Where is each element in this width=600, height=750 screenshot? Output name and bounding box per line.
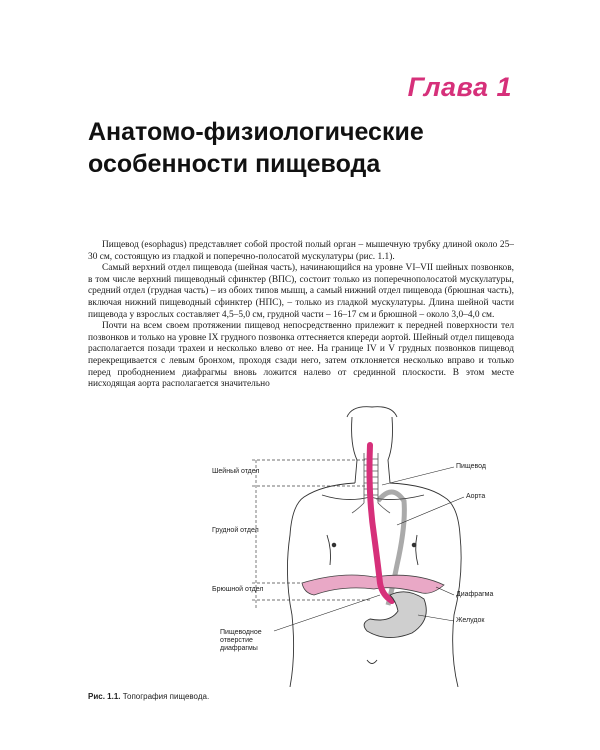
label-esophagus: Пищевод [456, 463, 486, 470]
caption-text: Топография пищевода. [122, 692, 210, 701]
label-cervical: Шейный отдел [212, 468, 260, 475]
paragraph-1: Пищевод (esophagus) представляет собой простой полый орган – мышечную трубку длиной около 25–30 см, состоящую из гладкой и поперечно-полосатой мускулатуры (рис. 1.1). [88, 240, 514, 262]
paragraph-3: Почти на всем своем протяжении пищевод непосредственно прилежит к передней поверхности тел позвонков и только на уровне IX грудного позвонка оттесняется кпереди аортой. Шейный отдел пищевода располагается позади трахеи и несколько влево от нее. На границе IV и V грудных позвонков пищевод перекрещивается с левым бронхом, проходя сзади него, затем отклоняется несколько вправо и только перед прободнением диафрагмы вновь ложится налево от срединной плоскости. В этом месте нисходящая аорта располагается значительно [88, 321, 514, 390]
figure-caption [88, 692, 209, 701]
esophagus-topography-figure [192, 405, 522, 687]
label-hiatus: Пищеводное отверстие диафрагмы [220, 629, 262, 652]
stomach-shape [364, 592, 426, 638]
page-title [88, 116, 528, 180]
diaphragm-shape [302, 575, 444, 595]
title-line-1: Анатомо-физиологические [88, 118, 424, 146]
body-text [88, 240, 514, 391]
label-abdominal: Брюшной отдел [212, 586, 264, 593]
label-aorta: Аорта [466, 493, 486, 500]
label-diaphragm: Диафрагма [456, 591, 494, 598]
chapter-heading: Глава 1 [407, 72, 512, 102]
caption-label: Рис. 1.1. [88, 692, 121, 701]
title-line-2: особенности пищевода [88, 150, 381, 178]
label-thoracic: Грудной отдел [212, 527, 259, 534]
label-stomach: Желудок [456, 617, 485, 624]
paragraph-2: Самый верхний отдел пищевода (шейная часть), начинающийся на уровне VI–VII шейных позвонков, в том числе верхний пищеводный сфинктер (ВПС), состоит только из поперечнополосатой мускулатуры, средний отдел (грудная часть) – из обоих типов мышц, а самый нижний отдел пищевода (брюшная часть), включая нижний пищеводный сфинктер (НПС), – только из гладкой мускулатуры. Длина шейной части пищевода у взрослых составляет 4,5–5,0 см, грудной части – 16–17 см и брюшной – около 3,0–4,0 см. [88, 263, 514, 320]
